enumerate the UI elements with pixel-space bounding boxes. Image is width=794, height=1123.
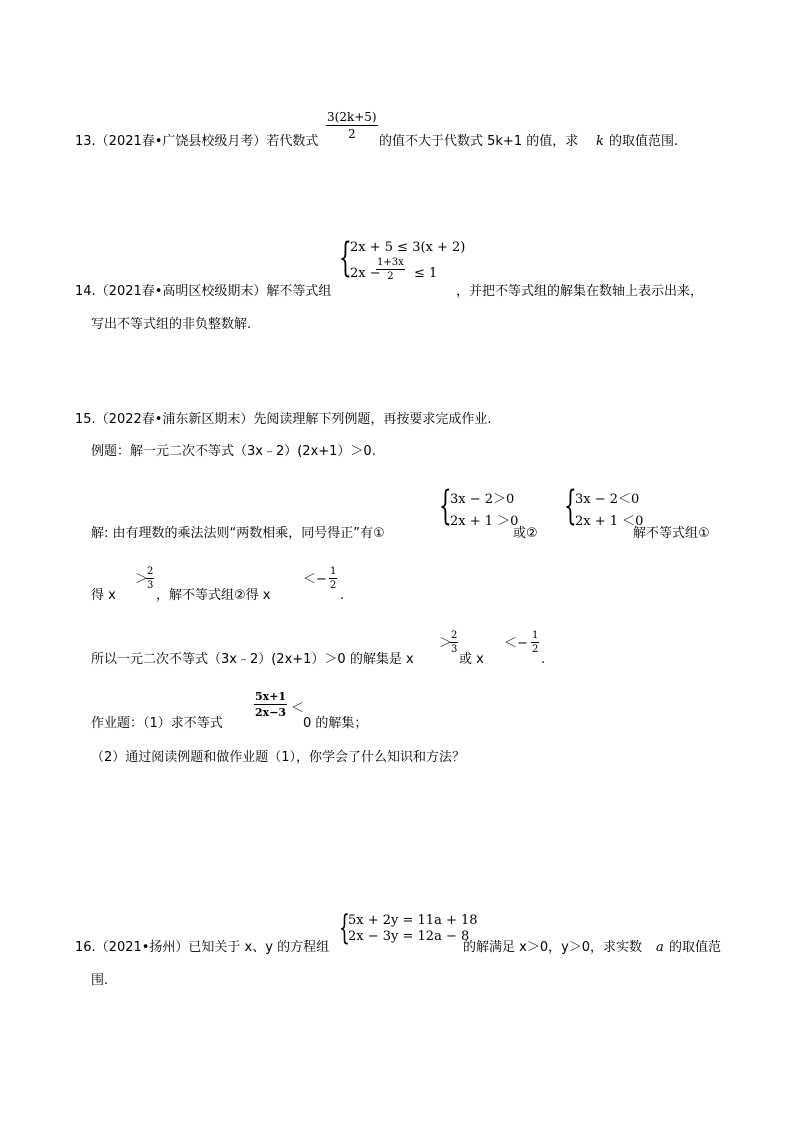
q15-fraction-denominator: 2 xyxy=(532,644,539,655)
q16-suffix2: 的取值范 xyxy=(669,940,722,955)
q15-fraction-half-1 xyxy=(329,566,337,591)
q14-system-fraction xyxy=(376,257,405,282)
q14-fraction-denominator: 2 xyxy=(387,271,394,282)
q14-line2: 写出不等式组的非负整数解. xyxy=(91,317,252,332)
q15-fraction-numerator: 2 xyxy=(451,630,458,641)
q16-system-brace: { xyxy=(339,908,350,948)
q15-system1-line1: 3x − 2＞0 xyxy=(450,492,515,507)
q15-system1-line2: 2x + 1 ＞0 xyxy=(450,514,519,529)
q15-fraction-denominator: 3 xyxy=(451,644,458,655)
q15-homework-2: （2）通过阅读例题和做作业题（1），你学会了什么知识和方法？ xyxy=(91,750,466,765)
q13-fraction xyxy=(326,110,378,141)
q15-homework-zero: 0 的解集； xyxy=(303,716,368,731)
q15-fraction-numerator: 2 xyxy=(147,566,154,577)
q13-suffix: 的取值范围. xyxy=(609,134,679,149)
q15-example: 例题：解一元二次不等式（3x﹣2）(2x+1）＞0. xyxy=(91,444,376,459)
q14-prefix: 14.（2021春•高明区校级期末）解不等式组 xyxy=(75,284,332,299)
q15-fraction-half-2 xyxy=(531,630,539,655)
q16-prefix: 16.（2021•扬州）已知关于 x、y 的方程组 xyxy=(75,940,330,955)
q15-fraction-denominator: 2 xyxy=(330,580,337,591)
q15-period-1: . xyxy=(340,588,345,603)
q15-or-x: 或 x xyxy=(459,652,484,667)
q15-get-x: 得 x xyxy=(91,588,116,603)
q14-system-line1: 2x + 5 ≤ 3(x + 2) xyxy=(350,240,466,255)
q15-solution-text: 解: 由有理数的乘法法则“两数相乘，同号得正”有① xyxy=(91,526,385,541)
q15-fraction-numerator: 1 xyxy=(330,566,337,577)
q16-line2: 围. xyxy=(91,973,109,988)
q15-system2-brace: { xyxy=(564,483,577,529)
q15-period-2: . xyxy=(541,652,546,667)
q15-system1-brace: { xyxy=(439,483,452,529)
q15-solve-system2: ，解不等式组②得 x xyxy=(156,588,271,603)
q16-system-line2: 2x − 3y = 12a − 8 xyxy=(348,929,470,944)
q16-suffix: 的解满足 x＞0，y＞0，求实数 xyxy=(463,940,643,955)
q15-intro: 15.（2022春•浦东新区期末）先阅读理解下列例题，再按要求完成作业. xyxy=(75,412,492,427)
q15-hw-denominator: 2x−3 xyxy=(255,706,287,719)
q15-homework-lt: ＜ xyxy=(291,701,305,716)
q14-fraction-numerator: 1+3x xyxy=(377,257,404,268)
q16-variable-a: a xyxy=(656,940,664,955)
q15-fraction-two-thirds-2 xyxy=(450,630,458,655)
q15-fraction-two-thirds-1 xyxy=(146,566,154,591)
q15-homework-label: 作业题：（1）求不等式 xyxy=(91,716,223,731)
q15-system2-line2: 2x + 1 ＜0 xyxy=(575,514,644,529)
q13-fraction-denominator: 2 xyxy=(347,127,356,141)
q15-fraction-denominator: 3 xyxy=(147,580,154,591)
q14-suffix: ，并把不等式组的解集在数轴上表示出来， xyxy=(456,284,704,299)
q15-gt-symbol-2: ＞ xyxy=(439,636,453,651)
q16-system-line1: 5x + 2y = 11a + 18 xyxy=(348,913,478,928)
q15-gt-symbol-1: ＞ xyxy=(135,572,149,587)
q15-so-line: 所以一元二次不等式（3x﹣2）(2x+1）＞0 的解集是 x xyxy=(91,652,414,667)
q15-lt-neg-symbol-1: ＜− xyxy=(303,572,327,587)
q13-prefix: 13.（2021春•广饶县校级月考）若代数式 xyxy=(75,134,319,149)
q15-solve-system1: 解不等式组① xyxy=(633,526,710,541)
q15-lt-neg-symbol-2: ＜− xyxy=(504,636,528,651)
q15-fraction-numerator: 1 xyxy=(532,630,539,641)
q13-variable-k: k xyxy=(596,134,604,149)
q15-system2-line1: 3x − 2＜0 xyxy=(575,492,640,507)
q15-homework-fraction xyxy=(254,690,287,719)
q14-system-line2-left: 2x − xyxy=(350,266,381,281)
q15-or-2: 或② xyxy=(513,526,538,541)
q15-hw-numerator: 5x+1 xyxy=(255,690,287,703)
q14-system-brace: { xyxy=(339,235,352,281)
q13-middle-text: 的值不大于代数式 5k+1 的值，求 xyxy=(379,134,579,149)
q14-system-line2-right: ≤ 1 xyxy=(414,266,438,281)
q13-fraction-numerator: 3(2k+5) xyxy=(327,110,377,124)
